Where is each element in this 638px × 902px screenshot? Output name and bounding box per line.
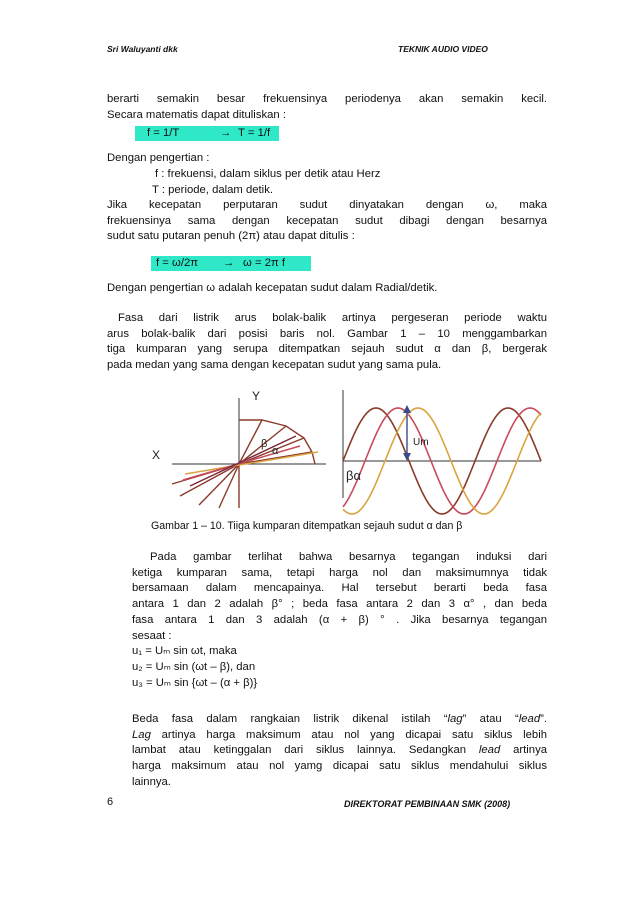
label-x: X [152,448,161,462]
label-alpha: α [272,445,279,457]
page-number: 6 [107,796,114,808]
term-lag: lag [447,713,463,725]
defs2-line: Dengan pengertian ω adalah kecepatan sudut dalam Radial/detik. [107,282,438,294]
p5-line1-c: ”. [540,713,548,725]
equation-u2: u₂ = Uₘ sin (ωt – β), dan [132,660,256,673]
label-um: Um [413,437,429,448]
defs1-f: f : frekuensi, dalam siklus per detik atau Herz [155,168,381,180]
coil-vector-3 [190,436,296,486]
paragraph-2 [107,198,547,245]
equation-u1: u₁ = Uₘ sin ωt, maka [132,645,237,658]
p5-line1-a: Beda fasa dalam rangkaian listrik dikenal istilah “ [132,713,448,725]
label-beta-alpha: βα [346,468,361,483]
um-arrow-head-top-icon [403,405,411,413]
formula-1-right: T = 1/f [238,127,271,139]
paragraph-5 [132,712,547,791]
waveform-diagram [343,390,541,514]
p2-line3: sudut satu putaran penuh (2π) atau dapat ditulis : [107,230,355,242]
coil-vector-2 [183,446,300,480]
p5-line3-a: lambat atau ketinggalan dari siklus lainnya. Sedangkan [132,744,467,757]
formula-1 [135,126,279,141]
label-y: Y [252,389,261,403]
p4-line1: Pada gambar terlihat bahwa besarnya tegangan induksi dari [150,551,547,563]
coil-vector-1 [185,452,318,474]
formula-1-left: f = 1/T [147,127,180,139]
header-author: Sri Waluyanti dkk [107,44,178,54]
defs1-t: T : periode, dalam detik. [152,184,273,196]
p5-line1-b: ” atau “ [462,713,519,725]
p3-line1: Fasa dari listrik arus bolak-balik artinya pergeseran periode waktu [118,312,547,324]
footer-publisher: DIREKTORAT PEMBINAAN SMK (2008) [344,799,511,809]
p5-line5: lainnya. [132,775,171,788]
label-beta: β [261,438,268,450]
p5-line2 [132,728,547,744]
p5-line4: harga maksimum atau nol yamg dicapai satu siklus mendahului siklus [132,760,547,773]
defs1-intro: Dengan pengertian : [107,152,210,164]
p4-line5: fasa antara 1 dan 3 adalah (α + β) ° . Jika besarnya tegangan [132,613,547,626]
p3-line4: pada medan yang sama dengan kecepatan sudut yang sama pula. [107,358,442,371]
term-lead: lead [518,713,541,725]
formula-2-right: ω = 2π f [243,257,286,269]
paragraph-4 [132,550,547,691]
phasor-diagram [152,389,326,508]
p3-line2: arus bolak-balik dari posisi baris nol. Gambar 1 – 10 menggambarkan [107,327,547,340]
p5-line1 [132,712,547,728]
p2-line2: frekuensinya sama dengan kecepatan sudut dibagi dengan besarnya [107,214,547,227]
p4-line6: sesaat : [132,629,172,642]
um-arrow-head-bottom-icon [403,453,411,461]
p5-line3 [132,743,547,759]
p4-line4: antara 1 dan 2 adalah β° ; beda fasa antara 2 dan 3 α° , dan beda [132,598,547,611]
term-lead-2: lead [478,744,501,757]
phasor-figure [0,380,638,520]
term-lag-2: Lag [132,728,151,741]
phasor-ray [180,464,239,496]
paragraph-3 [107,311,547,373]
p3-line3: tiga kumparan yang serupa ditempatkan sejauh sudut α dan β, bergerak [107,343,547,355]
figure-caption: Gambar 1 – 10. Tiiga kumparan ditempatkan sejauh sudut α dan β [151,520,463,532]
p1-line1: berarti semakin besar frekuensinya periodenya akan semakin kecil. [107,93,547,105]
p5-line3-c: artinya [500,744,547,757]
arrow-right-icon: → [223,257,235,269]
equation-u3: u₃ = Uₘ sin {ωt – (α + β)} [132,676,258,689]
arrow-right-icon: → [220,127,232,139]
p5-line2-b: artinya harga maksimum atau nol yang dicapai satu siklus lebih [150,728,547,741]
formula-2-left: f = ω/2π [156,257,199,269]
formula-2 [151,256,311,271]
p2-line1: Jika kecepatan perputaran sudut dinyatakan dengan ω, maka [107,199,547,211]
p1-line2: Secara matematis dapat dituliskan : [107,108,286,121]
header-title: TEKNIK AUDIO VIDEO [398,44,488,54]
p4-line2: ketiga kumparan sama, tetapi harga nol dan maksimumnya tidak [132,566,547,579]
paragraph-1 [107,92,547,123]
p4-line3: bersamaan dalam mencapainya. Hal tersebut berarti beda fasa [132,582,547,595]
